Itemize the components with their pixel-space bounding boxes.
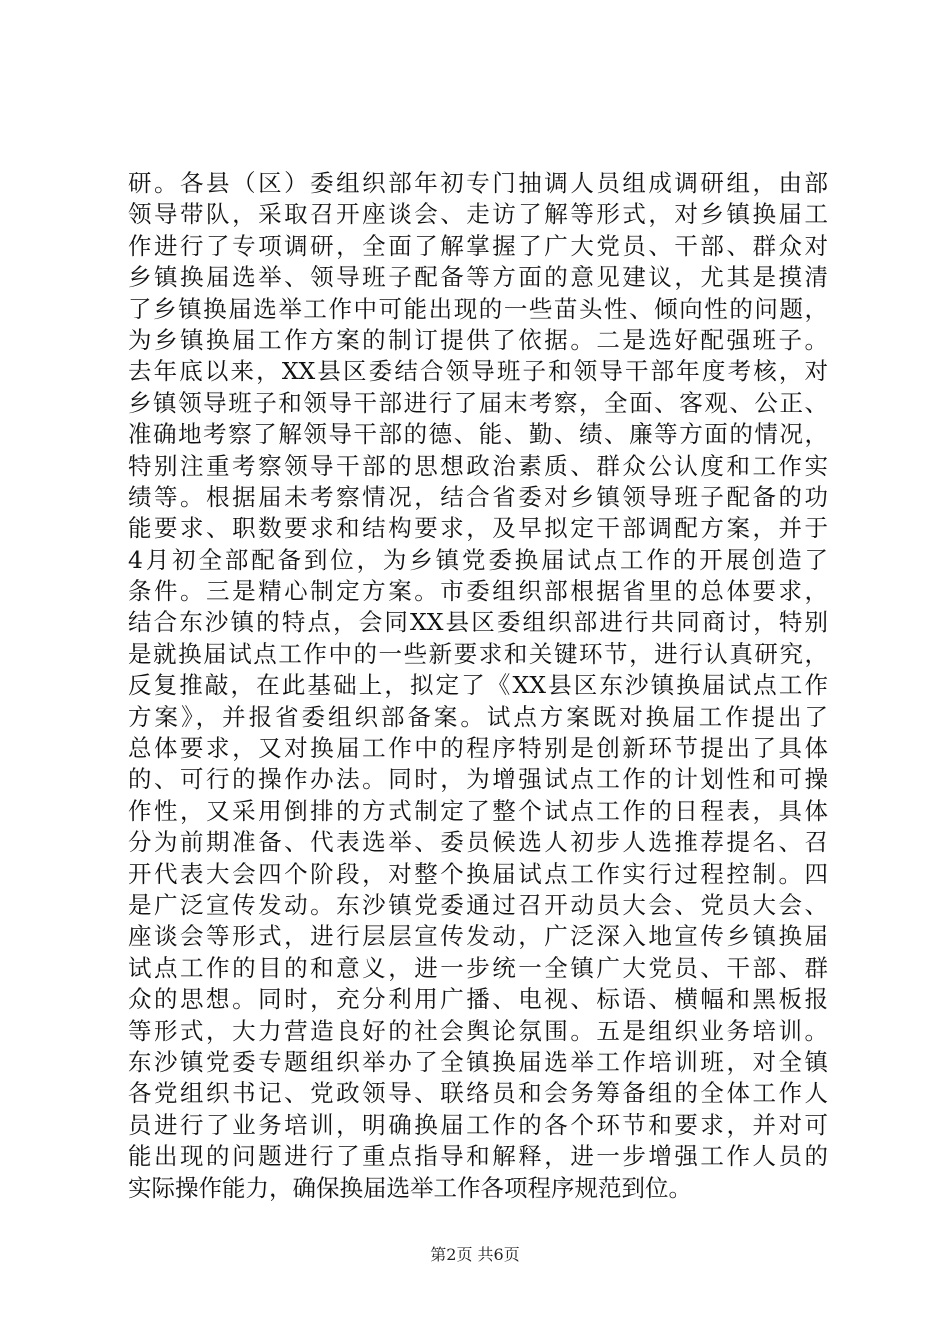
text-line: 的、可行的操作办法。同时，为增强试点工作的计划性和可操 xyxy=(128,765,828,794)
text-line: 开代表大会四个阶段，对整个换届试点工作实行过程控制。四 xyxy=(128,859,828,888)
text-line: 作性，又采用倒排的方式制定了整个试点工作的日程表，具体 xyxy=(128,796,828,825)
text-line: 是就换届试点工作中的一些新要求和关键环节，进行认真研究， xyxy=(128,639,828,668)
text-line: 准确地考察了解领导干部的德、能、勤、绩、廉等方面的情况， xyxy=(128,420,828,449)
text-line: 绩等。根据届未考察情况，结合省委对乡镇领导班子配备的功 xyxy=(128,482,828,511)
text-line: 作进行了专项调研，全面了解掌握了广大党员、干部、群众对 xyxy=(128,231,828,260)
text-line: 座谈会等形式，进行层层宣传发动，广泛深入地宣传乡镇换届 xyxy=(128,922,828,951)
text-line: 4月初全部配备到位，为乡镇党委换届试点工作的开展创造了 xyxy=(128,545,828,574)
text-line: 是广泛宣传发动。东沙镇党委通过召开动员大会、党员大会、 xyxy=(128,890,828,919)
page-number-footer: 第2页 共6页 xyxy=(430,1245,520,1264)
text-line: 能要求、职数要求和结构要求，及早拟定干部调配方案，并于 xyxy=(128,514,828,543)
text-line: 能出现的问题进行了重点指导和解释，进一步增强工作人员的 xyxy=(128,1142,828,1171)
text-line: 等形式，大力营造良好的社会舆论氛围。五是组织业务培训。 xyxy=(128,1016,828,1045)
text-line: 方案》，并报省委组织部备案。试点方案既对换届工作提出了 xyxy=(128,702,828,731)
text-line: 实际操作能力，确保换届选举工作各项程序规范到位。 xyxy=(128,1173,692,1202)
text-line: 为乡镇换届工作方案的制订提供了依据。二是选好配强班子。 xyxy=(128,325,828,354)
text-line: 反复推敲，在此基础上，拟定了《XX县区东沙镇换届试点工作 xyxy=(128,671,828,700)
text-line: 员进行了业务培训，明确换届工作的各个环节和要求，并对可 xyxy=(128,1110,828,1139)
text-line: 条件。三是精心制定方案。市委组织部根据省里的总体要求， xyxy=(128,577,828,606)
text-line: 了乡镇换届选举工作中可能出现的一些苗头性、倾向性的问题， xyxy=(128,294,828,323)
text-line: 结合东沙镇的特点，会同XX县区委组织部进行共同商讨，特别 xyxy=(128,608,828,637)
text-line: 乡镇领导班子和领导干部进行了届末考察，全面、客观、公正、 xyxy=(128,388,828,417)
text-line: 研。各县（区）委组织部年初专门抽调人员组成调研组，由部 xyxy=(128,169,828,197)
text-line: 试点工作的目的和意义，进一步统一全镇广大党员、干部、群 xyxy=(128,953,828,982)
text-line: 各党组织书记、党政领导、联络员和会务筹备组的全体工作人 xyxy=(128,1079,828,1108)
text-line: 众的思想。同时，充分利用广播、电视、标语、横幅和黑板报 xyxy=(128,985,828,1014)
text-line: 总体要求，又对换届工作中的程序特别是创新环节提出了具体 xyxy=(128,734,828,763)
text-line: 东沙镇党委专题组织举办了全镇换届选举工作培训班，对全镇 xyxy=(128,1047,828,1076)
text-line: 领导带队，采取召开座谈会、走访了解等形式，对乡镇换届工 xyxy=(128,200,828,229)
body-paragraph xyxy=(128,168,828,1204)
text-line: 分为前期准备、代表选举、委员候选人初步人选推荐提名、召 xyxy=(128,828,828,857)
text-line: 去年底以来，XX县区委结合领导班子和领导干部年度考核，对 xyxy=(128,357,828,386)
text-line: 特别注重考察领导干部的思想政治素质、群众公认度和工作实 xyxy=(128,451,828,480)
text-line: 乡镇换届选举、领导班子配备等方面的意见建议，尤其是摸清 xyxy=(128,263,828,292)
